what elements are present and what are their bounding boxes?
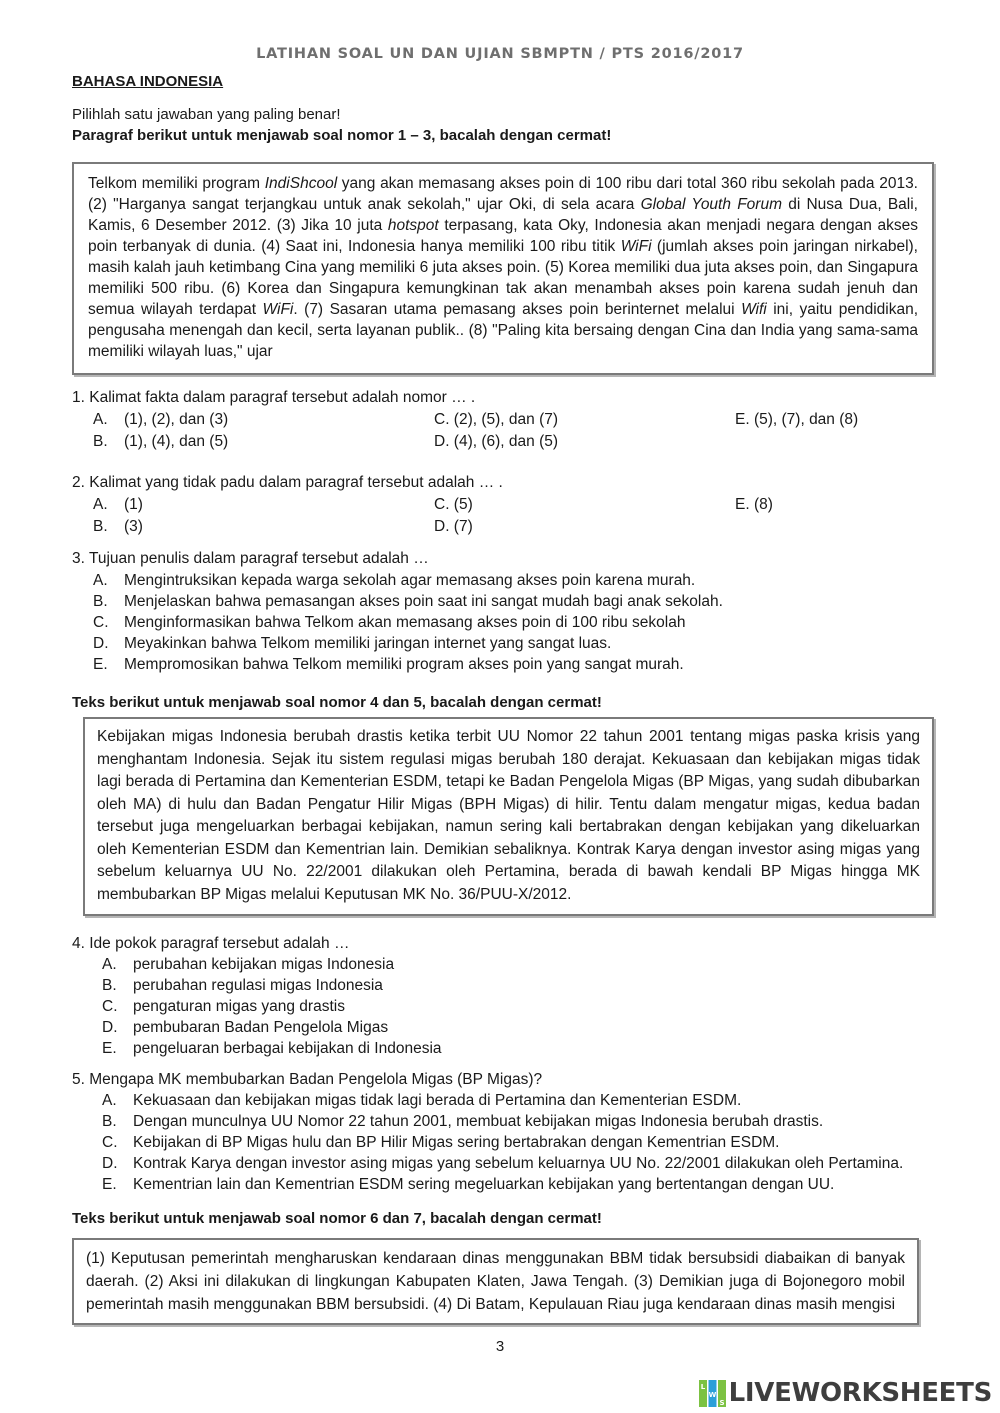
option-1d[interactable]: D. (4), (6), dan (5) xyxy=(434,433,559,450)
option-5c[interactable]: C. Kebijakan di BP Migas hulu dan BP Hilir Migas sering bertabrakan dengan Kementrian ESDM. xyxy=(102,1134,780,1151)
liveworksheets-icon xyxy=(699,1380,726,1407)
option-4b[interactable]: B. perubahan regulasi migas Indonesia xyxy=(102,977,383,994)
option-1b[interactable]: B. (1), (4), dan (5) xyxy=(93,433,229,450)
question-5-stem: 5. Mengapa MK membubarkan Badan Pengelola Migas (BP Migas)? xyxy=(72,1071,543,1088)
option-3a[interactable]: A. Mengintruksikan kepada warga sekolah agar memasang akses poin karena murah. xyxy=(93,572,696,589)
option-2c[interactable]: C. (5) xyxy=(434,496,473,513)
option-1a[interactable]: A. (1), (2), dan (3) xyxy=(93,411,229,428)
passage3-box xyxy=(72,1238,919,1325)
liveworksheets-wordmark: LIVEWORKSHEETS xyxy=(728,1378,992,1408)
option-2b[interactable]: B. (3) xyxy=(93,518,143,535)
option-3b[interactable]: B. Menjelaskan bahwa pemasangan akses poin saat ini sangat mudah bagi anak sekolah. xyxy=(93,593,723,610)
question-1 xyxy=(72,387,952,457)
passage1-text: Telkom memiliki program IndiShcool yang akan memasang akses poin di 100 ribu dari total 360 ribu sekolah pada 2013. (2) "Harganya sangat terjangkau untuk anak sekolah," ujar Oki, di sela acara Global Youth Forum di Nusa Dua, Bali, Kamis, 6 Desember 2012. (3) Jika 10 juta hotspot terpasang, kata Oky, Indonesia akan menjadi negara dengan akses poin terbanyak di dunia. (4) Saat ini, Indonesia hanya memiliki 100 ribu titik WiFi (jumlah akses poin jaringan nirkabel), masih kalah jauh ketimbang Cina yang memiliki 6 juta akses poin. (5) Korea memiliki dua juta akses poin, dan Singapura memiliki 500 ribu. (6) Korea dan Singapura kemungkinan tak akan menambah akses poin karena sudah jenuh dan semua wilayah terdapat WiFi. (7) Sasaran utama pemasang akses poin berinternet melalui Wifi ini, yaitu pendidikan, pengusaha menengah dan kecil, serta layanan publik.. (8) "Paling kita bersaing dengan Cina dan India yang sama-sama memiliki wilayah luas," ujar xyxy=(88,175,919,360)
option-5e[interactable]: E. Kementrian lain dan Kementrian ESDM sering megeluarkan kebijakan yang bertentangan dengan UU. xyxy=(102,1176,835,1193)
option-5d[interactable]: D. Kontrak Karya dengan investor asing migas yang sebelum keluarnya UU No. 22/2001 dilakukan oleh Pertamina. xyxy=(102,1155,904,1172)
logo-letter-l: L xyxy=(700,1382,705,1391)
option-2e[interactable]: E. (8) xyxy=(735,496,773,513)
subject-title: BAHASA INDONESIA xyxy=(72,73,224,90)
option-3c[interactable]: C. Menginformasikan bahwa Telkom akan memasang akses poin di 100 ribu sekolah xyxy=(93,614,686,631)
logo-letter-s: S xyxy=(719,1398,725,1407)
instruction-main: Pilihlah satu jawaban yang paling benar! xyxy=(72,106,341,123)
option-4e[interactable]: E. pengeluaran berbagai kebijakan di Indonesia xyxy=(102,1040,442,1057)
question-2 xyxy=(72,472,952,542)
question-3-stem: 3. Tujuan penulis dalam paragraf tersebut adalah … xyxy=(72,550,429,567)
question-4 xyxy=(72,933,952,1063)
option-4a[interactable]: A. perubahan kebijakan migas Indonesia xyxy=(102,956,395,973)
option-4c[interactable]: C. pengaturan migas yang drastis xyxy=(102,998,345,1015)
page-header xyxy=(0,46,1000,62)
passage1-box xyxy=(72,162,934,375)
passage1-intro: Paragraf berikut untuk menjawab soal nomor 1 – 3, bacalah dengan cermat! xyxy=(72,127,612,144)
option-3d[interactable]: D. Meyakinkan bahwa Telkom memiliki jaringan internet yang sangat luas. xyxy=(93,635,612,652)
passage2-intro: Teks berikut untuk menjawab soal nomor 4 dan 5, bacalah dengan cermat! xyxy=(72,694,602,711)
passage2-text: Kebijakan migas Indonesia berubah drastis ketika terbit UU Nomor 22 tahun 2001 tentang migas paska krisis yang menghantam Indonesia. Sejak itu sistem regulasi migas berubah 180 derajat. Kekuasaan dan kebijakan migas tidak lagi berada di Pertamina dan Kementerian ESDM, tetapi ke Badan Pengelola Migas (BP Migas, yang sudah dibubarkan oleh MA) di hulu dan Badan Pengatur Hilir Migas (BPH Migas) di hilir. Tentu dalam mengatur migas, kedua badan tersebut juga mengeluarkan berbagai kebijakan, namun sering kali bertabrakan dengan kebijakan yang dikeluarkan oleh Kementerian ESDM dan Kementrian lain. Demikian sebaliknya. Kontrak Karya dengan investor asing migas yang sebelum keluarnya UU No. 22/2001 dilakukan oleh Pertamina, berada di bawah kendali BP Migas hingga MK membubarkan BP Migas melalui Keputusan MK No. 36/PUU-X/2012. xyxy=(97,728,920,903)
passage3-text: (1) Keputusan pemerintah mengharuskan kendaraan dinas menggunakan BBM tidak bersubsidi diabaikan di banyak daerah. (2) Aksi ini dilakukan di lingkungan Kabupaten Klaten, Jawa Tengah. (3) Demikian juga di Bojonegoro mobil pemerintah masih menggunakan BBM bersubsidi. (4) Di Batam, Kepulauan Riau juga kendaraan dinas masih mengisi xyxy=(86,1250,905,1313)
passage2-box xyxy=(83,717,934,916)
question-5 xyxy=(72,1069,972,1199)
question-2-stem: 2. Kalimat yang tidak padu dalam paragraf tersebut adalah … . xyxy=(72,474,503,491)
option-2a[interactable]: A. (1) xyxy=(93,496,143,513)
question-3 xyxy=(72,548,952,678)
passage3-intro: Teks berikut untuk menjawab soal nomor 6 dan 7, bacalah dengan cermat! xyxy=(72,1210,602,1227)
logo-letter-w: W xyxy=(708,1390,717,1399)
header-title: LATIHAN SOAL UN DAN UJIAN SBMPTN / PTS 2016/2017 xyxy=(256,46,744,62)
question-4-stem: 4. Ide pokok paragraf tersebut adalah … xyxy=(72,935,350,952)
option-5b[interactable]: B. Dengan munculnya UU Nomor 22 tahun 2001, membuat kebijakan migas Indonesia berubah drastis. xyxy=(102,1113,824,1130)
option-3e[interactable]: E. Mempromosikan bahwa Telkom memiliki program akses poin yang sangat murah. xyxy=(93,656,684,673)
page-number: 3 xyxy=(495,1338,505,1355)
question-1-stem: 1. Kalimat fakta dalam paragraf tersebut adalah nomor … . xyxy=(72,389,476,406)
option-4d[interactable]: D. pembubaran Badan Pengelola Migas xyxy=(102,1019,389,1036)
liveworksheets-logo[interactable] xyxy=(699,1378,992,1408)
option-1e[interactable]: E. (5), (7), dan (8) xyxy=(735,411,859,428)
option-5a[interactable]: A. Kekuasaan dan kebijakan migas tidak lagi berada di Pertamina dan Kementerian ESDM. xyxy=(102,1092,742,1109)
option-2d[interactable]: D. (7) xyxy=(434,518,473,535)
option-1c[interactable]: C. (2), (5), dan (7) xyxy=(434,411,559,428)
